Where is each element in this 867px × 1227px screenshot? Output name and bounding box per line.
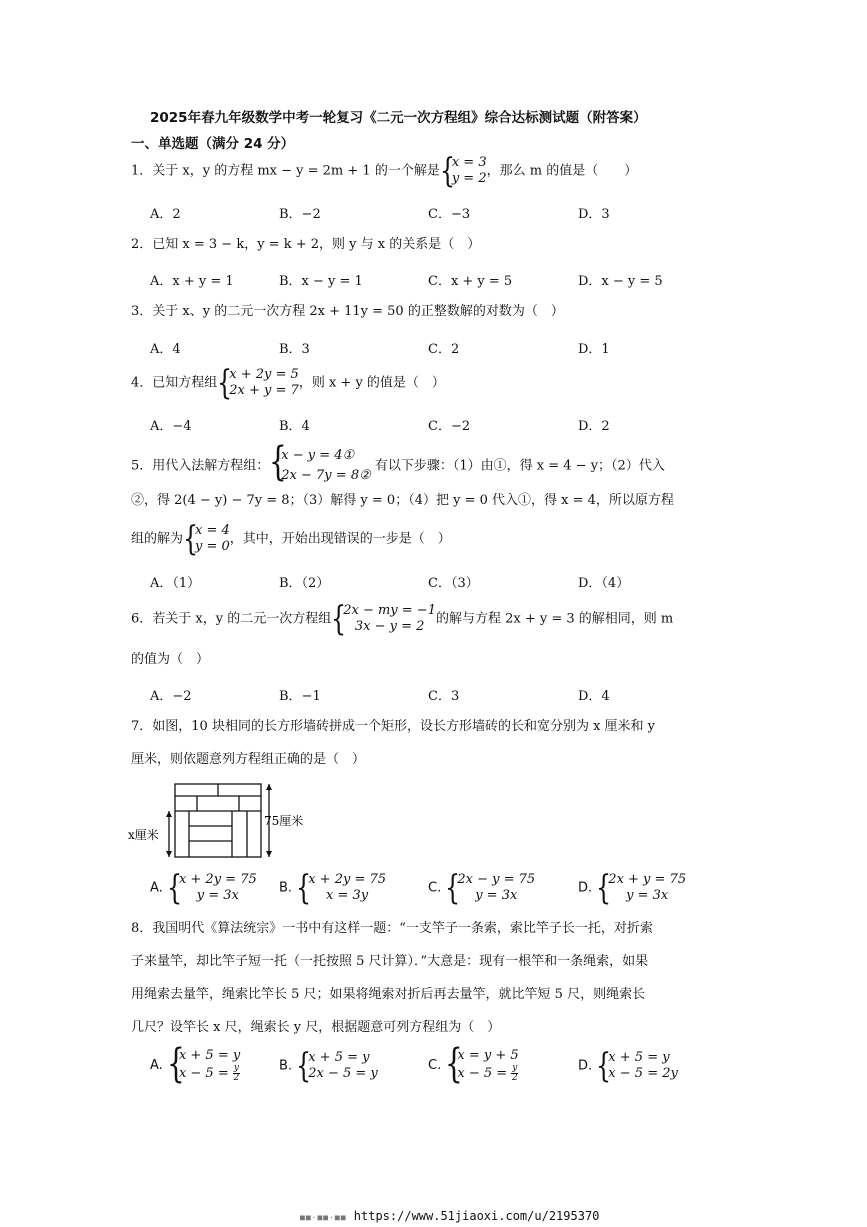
q1-option-a: A．2 xyxy=(150,207,181,222)
brick-wall-figure xyxy=(126,778,316,864)
q4-option-b: B．4 xyxy=(279,419,310,434)
footer-url: ■■·■■·■■ https://www.51jiaoxi.com/u/2195370 xyxy=(300,1209,600,1223)
question-1-system: { x = 3 y = 2 xyxy=(439,151,487,191)
footer-mark-icon: ■■·■■·■■ xyxy=(300,1213,347,1222)
q3-option-c: C．2 xyxy=(428,342,460,357)
question-4-system: { x + 2y = 5 2x + y = 7 xyxy=(217,363,299,403)
q8-option-d: D. { x + 5 = y x − 5 = 2y xyxy=(578,1046,678,1086)
q3-option-a: A．4 xyxy=(150,342,181,357)
question-4: 4．已知方程组 { x + 2y = 5 2x + y = 7 ，则 x + y 的值是（ ） xyxy=(131,363,445,403)
question-6-system: { 2x − my = −1 3x − y = 2 xyxy=(331,599,436,639)
question-8-line-3: 用绳索去量竿，绳索比竿长 5 尺；如果将绳索对折后再去量竿，就比竿短 5 尺，则绳索长 xyxy=(131,987,646,1002)
q1-option-d: D．3 xyxy=(578,207,610,222)
question-7: 7．如图，10 块相同的长方形墙砖拼成一个矩形，设长方形墙砖的长和宽分别为 x 厘米和 y xyxy=(131,719,656,734)
document-title: 2025年春九年级数学中考一轮复习《二元一次方程组》综合达标测试题（附答案） xyxy=(150,110,647,126)
question-6-line-2: 的值为（ ） xyxy=(131,652,210,667)
q5-option-c: C．（3） xyxy=(428,576,479,591)
q5-option-d: D．（4） xyxy=(578,576,630,591)
q1-option-b: B．−2 xyxy=(279,207,321,222)
q3-option-b: B．3 xyxy=(279,342,310,357)
q3-option-d: D．1 xyxy=(578,342,610,357)
figure-left-label: x厘米 xyxy=(128,828,159,842)
question-5-line-2: ②，得 2(4 − y) − 7y = 8；（3）解得 y = 0；（4）把 y = 0 代入①，得 x = 4，所以原方程 xyxy=(131,493,674,508)
question-6: 6．若关于 x，y 的二元一次方程组 { 2x − my = −1 3x − y = 2 的解与方程 2x + y = 3 的解相同，则 m xyxy=(131,599,674,639)
q8-option-c: C. { x = y + 5 x − 5 = $\frac{y}{2}$ xyxy=(428,1041,519,1087)
question-1: 1．关于 x，y 的方程 mx − y = 2m + 1 的一个解是 { x = 3 y = 2 ，那么 m 的值是（ ） xyxy=(131,151,638,191)
question-5-solution-system: { x = 4 y = 0 xyxy=(183,519,230,559)
q2-option-b: B．x − y = 1 xyxy=(279,274,363,289)
q7-option-c: C. { 2x − y = 75 y = 3x xyxy=(428,868,536,908)
q2-option-c: C．x + y = 5 xyxy=(428,274,513,289)
question-8-line-4: 几尺？设竿长 x 尺，绳索长 y 尺，根据题意可列方程组为（ ） xyxy=(131,1020,501,1035)
question-5-line-3: 组的解为 { x = 4 y = 0 ，其中，开始出现错误的一步是（ ） xyxy=(131,519,451,559)
q6-option-d: D．4 xyxy=(578,689,610,704)
q2-option-d: D．x − y = 5 xyxy=(578,274,663,289)
q2-option-a: A．x + y = 1 xyxy=(150,274,234,289)
q6-option-a: A．−2 xyxy=(150,689,192,704)
question-8: 8．我国明代《算法统宗》一书中有这样一题：“一支竿子一条索，索比竿子长一托，对折索 xyxy=(131,921,653,936)
q5-option-b: B．（2） xyxy=(279,576,330,591)
question-3: 3．关于 x、y 的二元一次方程 2x + 11y = 50 的正整数解的对数为（ ） xyxy=(131,304,564,319)
q6-option-c: C．3 xyxy=(428,689,460,704)
question-1-text: 1．关于 x，y 的方程 mx − y = 2m + 1 的一个解是 xyxy=(131,163,440,179)
q8-option-b: B. { x + 5 = y 2x − 5 = y xyxy=(279,1046,378,1086)
section-heading: 一、单选题（满分 24 分） xyxy=(131,136,295,152)
q6-option-b: B．−1 xyxy=(279,689,321,704)
q7-option-b: B. { x + 2y = 75 x = 3y xyxy=(279,868,387,908)
q1-option-c: C．−3 xyxy=(428,207,471,222)
q8-option-a: A. { x + 5 = y x − 5 = $\frac{y}{2}$ xyxy=(150,1041,241,1087)
q4-option-d: D．2 xyxy=(578,419,610,434)
q4-option-c: C．−2 xyxy=(428,419,471,434)
q7-option-a: A. { x + 2y = 75 y = 3x xyxy=(150,868,257,908)
figure-right-label: 75厘米 xyxy=(264,814,304,828)
question-5-system: { x − y = 4① 2x − 7y = 8② xyxy=(269,439,371,485)
q4-option-a: A．−4 xyxy=(150,419,192,434)
question-2: 2．已知 x = 3 − k，y = k + 2，则 y 与 x 的关系是（ ） xyxy=(131,237,481,252)
question-7-line-2: 厘米，则依题意列方程组正确的是（ ） xyxy=(131,752,366,767)
question-8-line-2: 子来量竿，却比竿子短一托（一托按照 5 尺计算）．”大意是：现有一根竿和一条绳索，如果 xyxy=(131,954,649,969)
q7-option-d: D. { 2x + y = 75 y = 3x xyxy=(578,868,687,908)
q5-option-a: A．（1） xyxy=(150,576,201,591)
question-5: 5．用代入法解方程组： { x − y = 4① 2x − 7y = 8② 有以下步骤：（1）由①，得 x = 4 − y；（2）代入 xyxy=(131,439,665,485)
